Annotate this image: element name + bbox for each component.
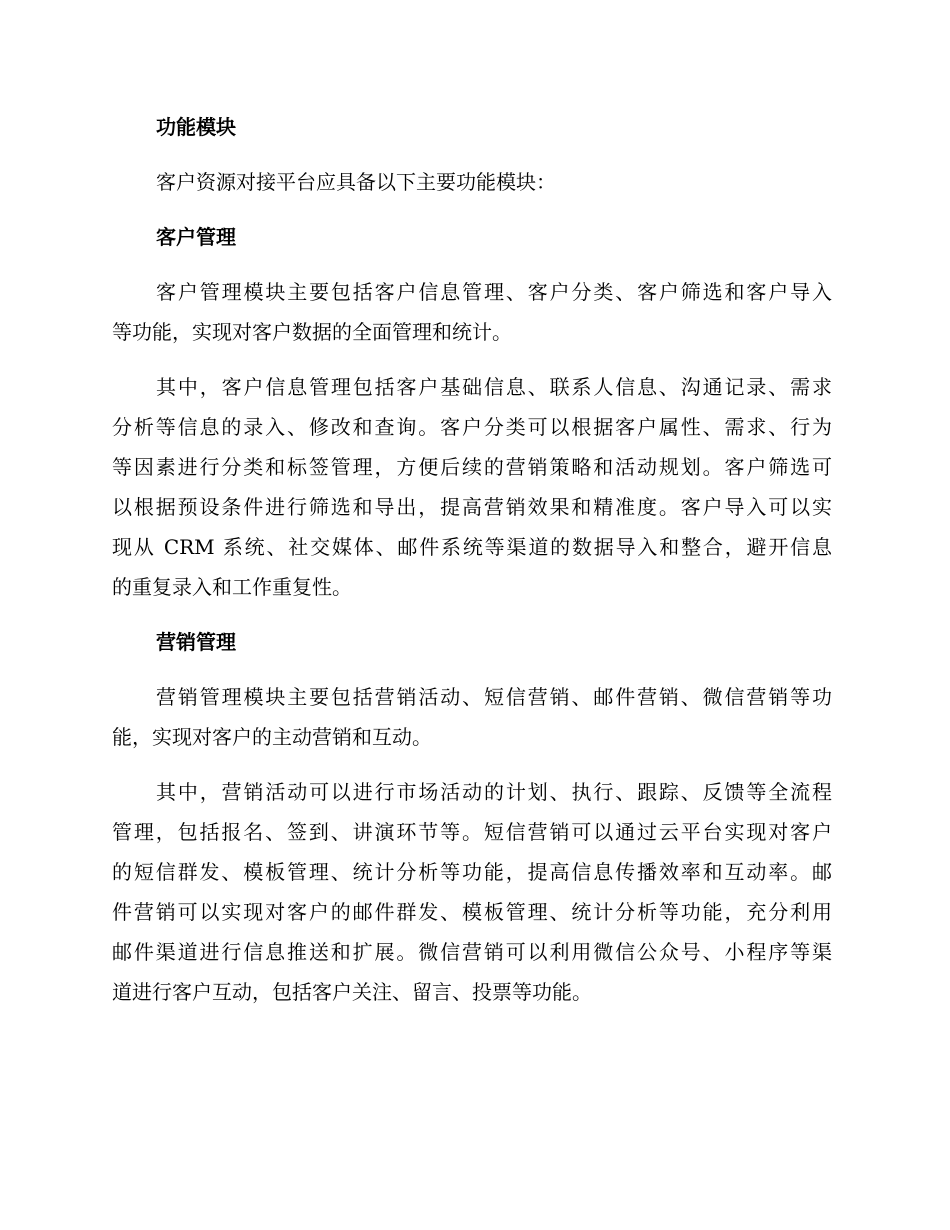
marketing-paragraph-2 [112, 772, 832, 1012]
text-line: 的重复录入和工作重复性。 [112, 575, 352, 599]
marketing-paragraph-1 [112, 677, 832, 757]
text-line: 邮件渠道进行信息推送和扩展。微信营销可以利用微信公众号、小程序等渠 [112, 940, 832, 964]
text-line: 等功能，实现对客户数据的全面管理和统计。 [112, 320, 512, 344]
text-line: 现从 CRM 系统、社交媒体、邮件系统等渠道的数据导入和整合，避开信息 [112, 535, 832, 559]
text-line: 件营销可以实现对客户的邮件群发、模板管理、统计分析等功能，充分利用 [112, 900, 832, 924]
document-body [112, 107, 832, 1027]
text-line: 客户管理模块主要包括客户信息管理、客户分类、客户筛选和客户导入 [156, 280, 832, 304]
text-line: 等因素进行分类和标签管理，方便后续的营销策略和活动规划。客户筛选可 [112, 455, 832, 479]
text-line: 的短信群发、模板管理、统计分析等功能，提高信息传播效率和互动率。邮 [112, 860, 832, 884]
text-line: 分析等信息的录入、修改和查询。客户分类可以根据客户属性、需求、行为 [112, 415, 832, 439]
text-line: 管理，包括报名、签到、讲演环节等。短信营销可以通过云平台实现对客户 [112, 820, 832, 844]
text-line: 能，实现对客户的主动营销和互动。 [112, 725, 432, 749]
customer-paragraph-1 [112, 272, 832, 352]
customer-paragraph-2 [112, 367, 832, 607]
text-line: 其中，客户信息管理包括客户基础信息、联系人信息、沟通记录、需求 [156, 375, 832, 399]
text-line: 以根据预设条件进行筛选和导出，提高营销效果和精准度。客户导入可以实 [112, 495, 832, 519]
heading-marketing-management: 营销管理 [156, 630, 236, 654]
text-line: 道进行客户互动，包括客户关注、留言、投票等功能。 [112, 980, 592, 1004]
text-line: 客户资源对接平台应具备以下主要功能模块： [156, 170, 556, 194]
text-line: 其中，营销活动可以进行市场活动的计划、执行、跟踪、反馈等全流程 [156, 780, 832, 804]
intro-paragraph [112, 162, 832, 202]
heading-function-modules: 功能模块 [156, 115, 236, 139]
heading-customer-management: 客户管理 [156, 225, 236, 249]
text-line: 营销管理模块主要包括营销活动、短信营销、邮件营销、微信营销等功 [156, 685, 832, 709]
